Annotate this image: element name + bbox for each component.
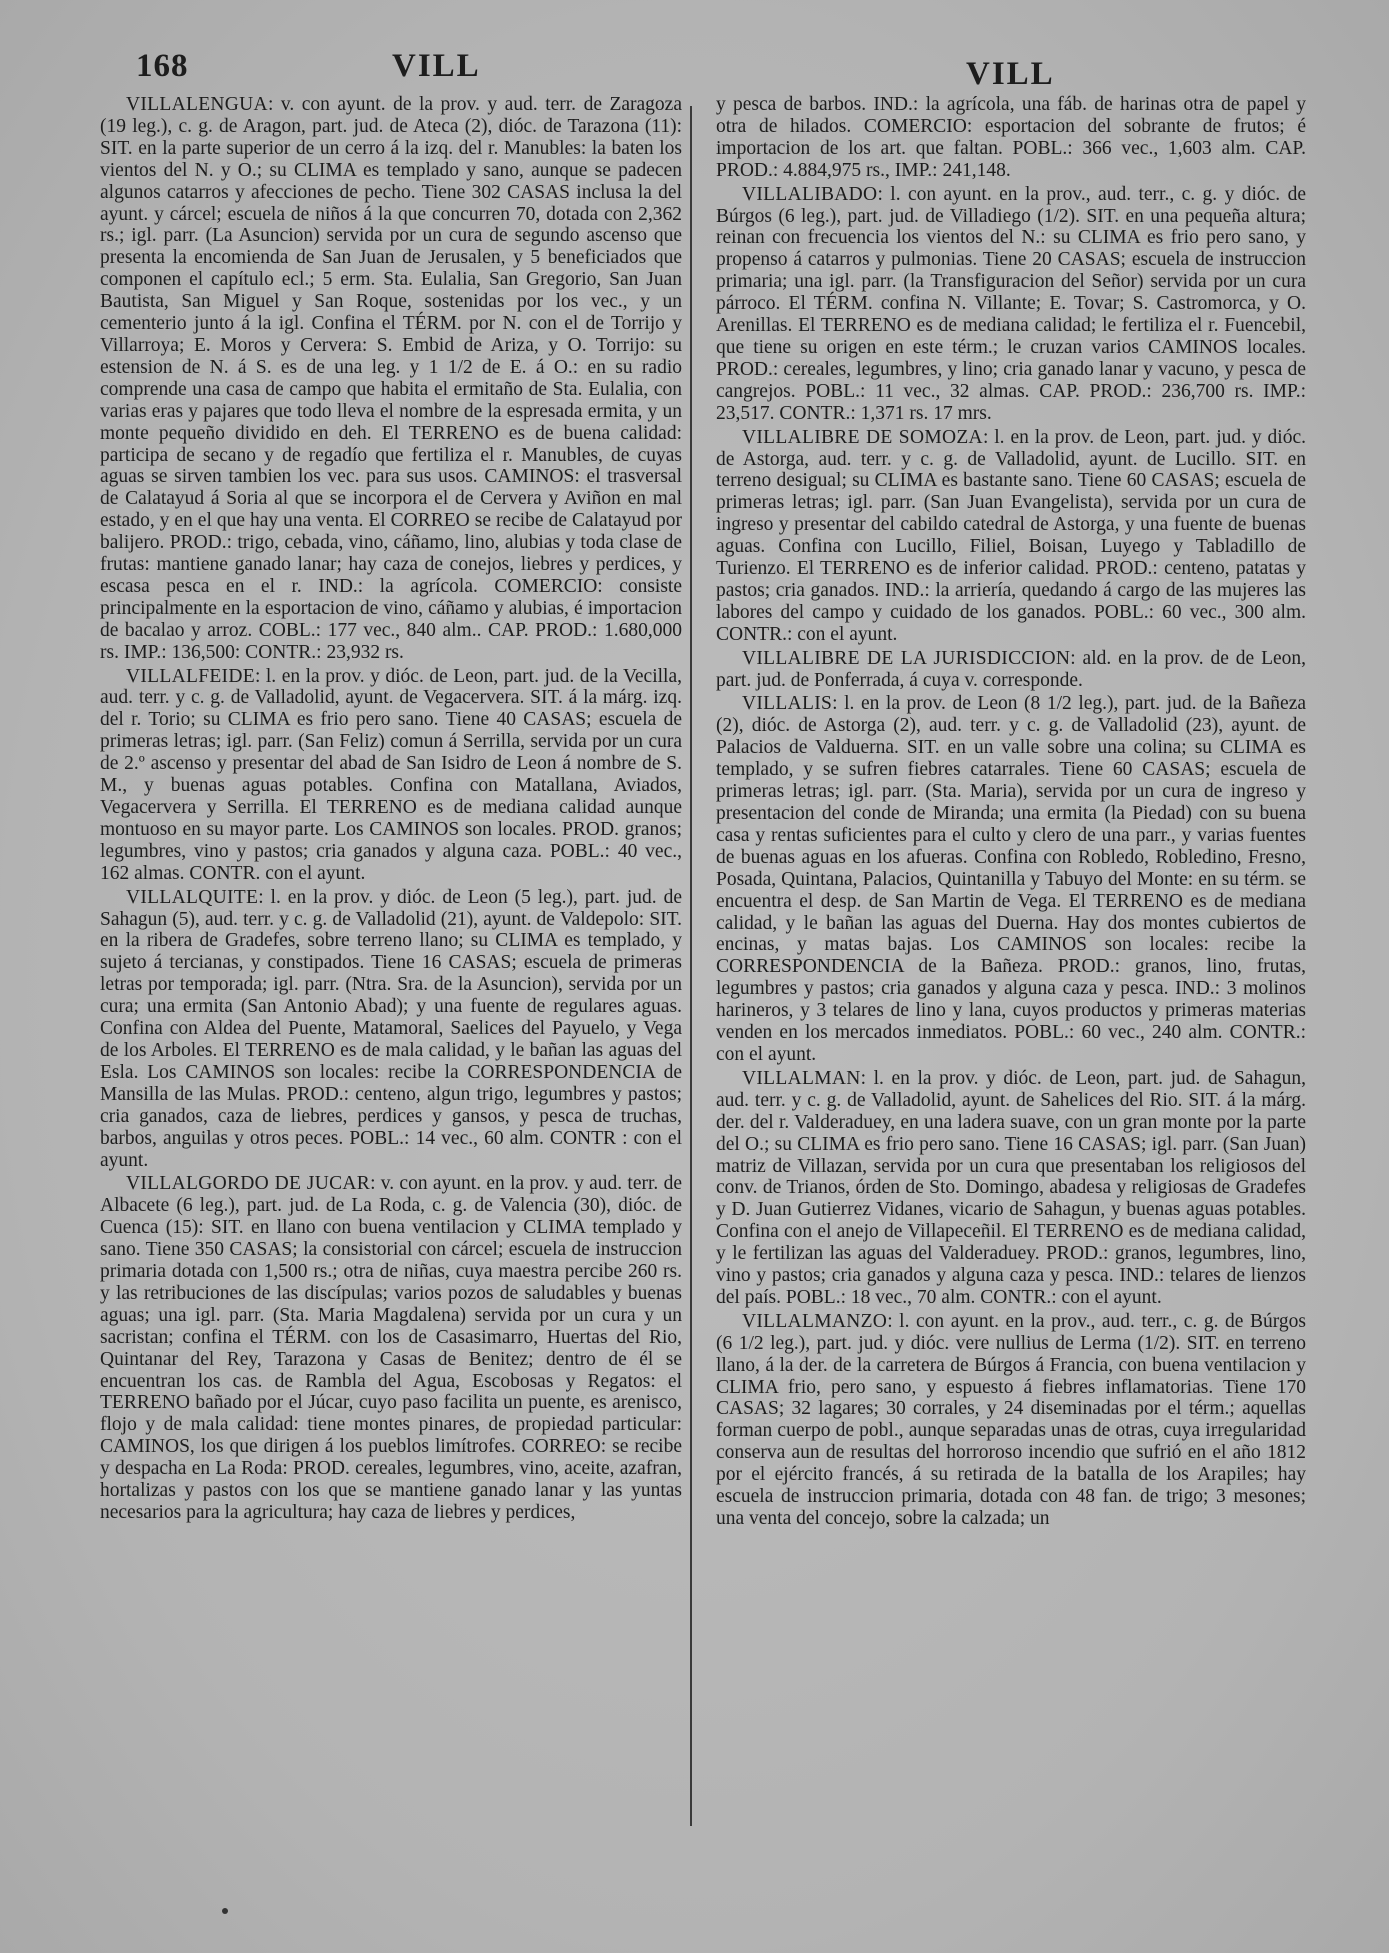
entry-headword: VILLALGORDO DE JUCAR [126,1173,371,1195]
entry-continuation [716,94,1306,182]
entry-villalis [716,693,1306,1065]
entry-villalibre-de-la-jurisdiccion [716,648,1306,692]
entry-villalibado [716,184,1306,425]
entry-text: : l. con ayunt. en la prov., aud. terr., c. g. y dióc. de Búrgos (6 leg.), part. jud. de Villadiego (1/2). SIT. en una pequeña altura; reinan con frecuencia los vientos del N.: su CLIMA es frio pero sano, y propenso á catarros y pulmonias. Tiene 20 CASAS; escuela de instruccion primaria; una igl. parr. (la Transfiguracion del Señor) servida por un cura párroco. El TÉRM. confina N. Villante; E. Tovar; S. Castromorca, y O. Arenillas. El TERRENO es de mediana calidad; le fertiliza el r. Fuencebil, que tiene su origen en este térm.; le cruzan varios CAMINOS locales. PROD.: cereales, legumbres, y lino; cria ganado lanar y vacuno, y pesca de cangrejos. POBL.: 11 vec., 32 almas. CAP. PROD.: 236,700 rs. IMP.: 23,517. CONTR.: 1,371 rs. 17 mrs. [716,183,1306,424]
entry-villalquite [100,887,682,1172]
entry-text: : l. con ayunt. en la prov., aud. terr., c. g. de Búrgos (6 1/2 leg.), part. jud. y dióc. vere nullius de Lerma (1/2). SIT. en terreno llano, á la der. de la carretera de Búrgos á Francia, con buena ventilacion y CLIMA frio, pero sano, y espuesto á fiebres inflamatorias. Tiene 170 CASAS; 32 lagares; 30 corrales, y 24 diseminadas por el térm.; aquellas forman cuerpo de pobl., aunque separadas unas de otras, cuya irregularidad conserva aun de resultas del horroroso incendio que sufrió en el año 1812 por el ejército francés, á su retirada de la batalla de los Arapiles; hay escuela de instruccion primaria, dotada con 48 fan. de trigo; 3 mesones; una venta del concejo, sobre la calzada; un [716,1310,1306,1529]
ink-speck [222,1908,228,1914]
entry-villalibre-de-somoza [716,427,1306,646]
entry-headword: VILLALENGUA [126,94,268,115]
entry-villalgordo-de-jucar [100,1173,682,1524]
entry-text: : ald. en la prov. de de Leon, part. jud. de Ponferrada, á cuya v. corresponde. [716,647,1306,691]
entry-text: : l. en la prov. y dióc. de Leon, part. jud. de la Vecilla, aud. terr. y c. g. de Valladolid, ayunt. de Vegacervera. SIT. á la márg. izq. del r. Torio; su CLIMA es frio pero sano. Tiene 40 CASAS; escuela de primeras letras; igl. parr. (San Feliz) comun á Serrilla, servida por un cura de 2.º ascenso y presentar del abad de San Isidro de Leon á nombre de S. M., y buenas aguas potables. Confina con Matallana, Aviados, Vegacervera y Serrilla. El TERRENO es de mediana calidad aunque montuoso en su mayor parte. Los CAMINOS son locales. PROD. granos; legumbres, vino y pastos; cria ganados y alguna caza. POBL.: 40 vec., 162 almas. CONTR. con el ayunt. [100,665,682,884]
entry-villalfeide [100,666,682,885]
entry-headword: VILLALIBADO [742,183,878,205]
entry-headword: VILLALIBRE DE LA JURISDICCION [742,647,1071,669]
entry-headword: VILLALFEIDE [126,665,255,687]
entry-headword: VILLALMAN [742,1067,861,1089]
page-header [0,48,1389,98]
page-number: 168 [136,48,189,84]
entry-headword: VILLALMANZO [742,1310,888,1332]
right-column [716,94,1306,1934]
entry-headword: VILLALIBRE DE SOMOZA [742,426,983,448]
running-head-right: VILL [966,56,1055,92]
entry-headword: VILLALIS [742,693,833,715]
entry-villalmanzo [716,1311,1306,1530]
entry-villalengua [100,94,682,664]
left-column [100,94,682,1934]
running-head-left: VILL [392,48,481,84]
entry-villalman [716,1068,1306,1309]
entry-text: : l. en la prov. de Leon (8 1/2 leg.), part. jud. de la Bañeza (2), dióc. de Astorga (2), aud. terr. y c. g. de Valladolid (23), ayunt. de Palacios de Valduerna. SIT. en un valle sobre una colina; su CLIMA es templado, y se sufren fiebres catarrales. Tiene 60 CASAS; escuela de primeras letras; igl. parr. (Sta. Maria), servida por un cura de ingreso y presentacion del conde de Miranda; una ermita (la Piedad) con su buena casa y rentas suficientes para el culto y clero de una parr., y varias fuentes de buenas aguas en los afueras. Confina con Robledo, Robledino, Fresno, Posada, Quintana, Palacios, Quintanilla y Tabuyo del Monte: en su térm. se encuentra el desp. de San Martin de Vega. El TERRENO es de mediana calidad, y le bañan las aguas del Duerna. Hay dos montes cubiertos de encinas, y matas bajas. Los CAMINOS son locales: recibe la CORRESPONDENCIA de la Bañeza. PROD.: granos, lino, frutas, legumbres y pastos; cria ganados y alguna caza y pesca. IND.: 3 molinos harineros, y 3 telares de lino y lana, cuyos productos y primeras materias venden en los mercados inmediatos. POBL.: 60 vec., 240 alm. CONTR.: con el ayunt. [716,693,1306,1065]
entry-text: : v. con ayunt. en la prov. y aud. terr. de Albacete (6 leg.), part. jud. de La Roda, c. g. de Valencia (30), dióc. de Cuenca (15): SIT. en llano con buena ventilacion y CLIMA templado y sano. Tiene 350 CASAS; la consistorial con cárcel; escuela de instruccion primaria dotada con 1,500 rs.; otra de niñas, cuya maestra percibe 260 rs. y las retribuciones de las discípulas; varios pozos de saludables y buenas aguas; una igl. parr. (Sta. Maria Magdalena) servida por un cura y un sacristan; confina el TÉRM. con los de Casasimarro, Huertas del Rio, Quintanar del Rey, Tarazona y Casas de Benitez; dentro de él se encuentran los cas. de Rambla del Agua, Escobosas y Regatos: el TERRENO bañado por el Júcar, cuyo paso facilita un puente, es arenisco, flojo y de mala calidad: tiene montes pinares, de propiedad particular: CAMINOS, los que dirigen á los pueblos limítrofes. CORREO: se recibe y despacha en La Roda: PROD. cereales, legumbres, vino, aceite, azafran, hortalizas y pastos con los que se mantiene ganado lanar y las yuntas necesarios para la agricultura; hay caza de liebres y perdices, [100,1173,682,1523]
entry-text: : l. en la prov. de Leon, part. jud. y dióc. de Astorga, aud. terr. y c. g. de Valladolid, ayunt. de Lucillo. SIT. en terreno desigual; su CLIMA es bastante sano. Tiene 60 CASAS; escuela de primeras letras; igl. parr. (San Juan Evangelista), servida por un cura de ingreso y presentar del cabildo catedral de Astorga, y una fuente de buenas aguas. Confina con Lucillo, Filiel, Boisan, Luyego y Tabladillo de Turienzo. El TERRENO es de inferior calidad. PROD.: centeno, patatas y pastos; cria ganados. IND.: la arriería, quedando á cargo de las mujeres las labores del campo y cuidado de los ganados. POBL.: 60 vec., 300 alm. CONTR.: con el ayunt. [716,426,1306,645]
entry-text: : v. con ayunt. de la prov. y aud. terr. de Zaragoza (19 leg.), c. g. de Aragon, part. jud. de Ateca (2), dióc. de Tarazona (11): SIT. en la parte superior de un cerro á la izq. del r. Manubles: la baten los vientos del N. y O.; su CLIMA es templado y sano, aunque se padecen algunos catarros y afecciones de pecho. Tiene 302 CASAS inclusa la del ayunt. y cárcel; escuela de niños á la que concurren 70, dotada con 2,362 rs.; igl. parr. (La Asuncion) servida por un cura de segundo ascenso que presenta la encomienda de San Juan de Jerusalen, y 5 beneficiados que componen el capítulo ecl.; 5 erm. Sta. Eulalia, San Gregorio, San Juan Bautista, San Miguel y San Roque, sostenidas por los vec., y un cementerio junto á la igl. Confina el TÉRM. por N. con el de Torrijo y Villarroya; E. Moros y Cervera: S. Embid de Ariza, y O. Torrijo: su estension de N. á S. es de una leg. y 1 1/2 de E. á O.: en su radio comprende una casa de campo que habita el ermitaño de Sta. Eulalia, con varias eras y pajares que todo lleva el nombre de la espresada ermita, y un monte pequeño dividido en deh. El TERRENO es de buena calidad: participa de secano y de regadío que fertiliza el r. Manubles, de cuyas aguas se sirven tambien los vec. para sus usos. CAMINOS: el trasversal de Calatayud á Soria al que se incorpora el de Cervera y Aviñon en mal estado, y en el que hay una venta. El CORREO se recibe de Calatayud por balijero. PROD.: trigo, cebada, vino, cáñamo, lino, alubias y toda clase de frutas: mantiene ganado lanar; hay caza de conejos, liebres y perdices, y escasa pesca en el r. IND.: la agrícola. COMERCIO: consiste principalmente en la esportacion de vino, cáñamo y alubias, é importacion de bacalao y arroz. COBL.: 177 vec., 840 alm.. CAP. PROD.: 1.680,000 rs. IMP.: 136,500: CONTR.: 23,932 rs. [100,94,682,663]
column-divider [690,106,692,1826]
entry-text: : l. en la prov. y dióc. de Leon, part. jud. de Sahagun, aud. terr. y c. g. de Valladolid, ayunt. de Sahelices del Rio. SIT. á la márg. der. del r. Valderaduey, en una ladera suave, con un gran monte por la parte del O.; su CLIMA es frio pero sano. Tiene 16 CASAS; igl. parr. (San Juan) matriz de Villazan, servida por un cura que presentaban los religiosos del conv. de Trianos, órden de Sto. Domingo, abadesa y religiosas de Gradefes y D. Juan Gutierrez Vidanes, vicario de Sahagun, y buenas aguas potables. Confina con el anejo de Villapeceñil. El TERRENO es de mediana calidad, y le fertilizan las aguas del Valderaduey. PROD.: granos, legumbres, lino, vino y pastos; cria ganados y alguna caza y pesca. IND.: telares de lienzos del país. POBL.: 18 vec., 70 alm. CONTR.: con el ayunt. [716,1067,1306,1308]
entry-text: : l. en la prov. y dióc. de Leon (5 leg.), part. jud. de Sahagun (5), aud. terr. y c. g. de Valladolid (21), ayunt. de Valdepolo: SIT. en la ribera de Gradefes, sobre terreno llano; su CLIMA es templado, y sujeto á tercianas, y constipados. Tiene 16 CASAS; escuela de primeras letras por temporada; igl. parr. (Ntra. Sra. de la Asuncion), servida por un cura; una ermita (San Antonio Abad); y una fuente de regulares aguas. Confina con Aldea del Puente, Matamoral, Saelices del Payuelo, y Vega de los Arboles. El TERRENO es de mala calidad, y le bañan las aguas del Esla. Los CAMINOS son locales: recibe la CORRESPONDENCIA de Mansilla de las Mulas. PROD.: centeno, algun trigo, legumbres y pastos; cria ganados, caza de liebres, perdices y gansos, y pesca de truchas, barbos, anguilas y otros peces. POBL.: 14 vec., 60 alm. CONTR : con el ayunt. [100,886,682,1171]
entry-text: y pesca de barbos. IND.: la agrícola, una fáb. de harinas otra de papel y otra de hilados. COMERCIO: esportacion del sobrante de frutos; é importacion de los art. que faltan. POBL.: 366 vec., 1,603 alm. CAP. PROD.: 4.884,975 rs., IMP.: 241,148. [716,94,1306,181]
entry-headword: VILLALQUITE [126,886,259,908]
